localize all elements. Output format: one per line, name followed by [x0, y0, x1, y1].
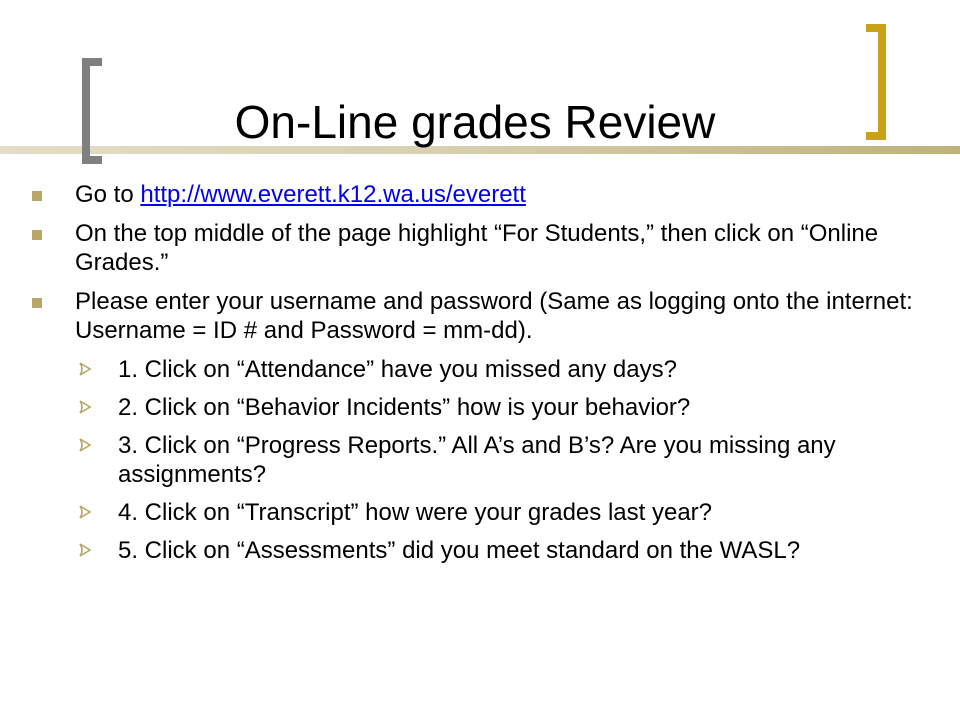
everett-link[interactable]: http://www.everett.k12.wa.us/everett — [140, 181, 526, 208]
bullet-text — [75, 180, 926, 209]
subbullet-item — [0, 431, 960, 489]
slide-title: On-Line grades Review — [234, 96, 716, 148]
slide-body — [0, 180, 960, 574]
subbullet-text: 5. Click on “Assessments” did you meet standard on the WASL? — [118, 537, 801, 564]
subbullet-item — [0, 536, 960, 565]
hollow-wedge-bullet-icon — [78, 437, 92, 453]
hollow-wedge-bullet-icon — [78, 361, 92, 377]
subbullet-text: 1. Click on “Attendance” have you missed any days? — [118, 356, 677, 383]
subbullet-item — [0, 355, 960, 384]
square-bullet-icon — [32, 230, 42, 240]
square-bullet-icon — [32, 191, 42, 201]
square-bullet-icon — [32, 298, 42, 308]
bullet-text: Please enter your username and password (Same as logging onto the internet: Username = ID # and Password = mm-dd). — [75, 288, 913, 344]
bullet-text: On the top middle of the page highlight “For Students,” then click on “Online Grades.” — [75, 220, 879, 276]
bullet-item — [0, 180, 960, 209]
subbullet-item — [0, 498, 960, 527]
bullet-item — [0, 219, 960, 277]
subbullet-text: 4. Click on “Transcript” how were your grades last year? — [118, 499, 712, 526]
subbullet-text: 3. Click on “Progress Reports.” All A’s and B’s? Are you missing any assignments? — [118, 432, 836, 488]
subbullet-item — [0, 393, 960, 422]
hollow-wedge-bullet-icon — [78, 504, 92, 520]
hollow-wedge-bullet-icon — [78, 399, 92, 415]
bullet-item — [0, 287, 960, 345]
subbullet-text: 2. Click on “Behavior Incidents” how is your behavior? — [118, 394, 691, 421]
hollow-wedge-bullet-icon — [78, 542, 92, 558]
bullet-prefix: Go to — [75, 181, 141, 208]
